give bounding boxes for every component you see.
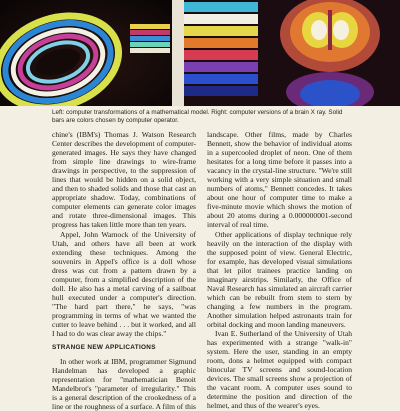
paragraph: Appel, John Warnock of the University of Utah, and others have all been at work extending these techniques. Among the souvenirs in Appel's office is a doll whose dress was cut from a pattern drawn by a computer, from a simplified description of the doll. He also has a metal carving of a sailboat hull executed under a computer's direction. "The hard part there," he says, "was programming in terms of what we wanted the cutter to leave behind . . . but it worked, and all I had to do was clear away the chips." (52, 229, 196, 339)
figure-caption: Left: computer transformations of a mathematical model. Right: computer versions of a brain X ray. Solid bars are colors chosen by computer operator. (52, 109, 343, 124)
gutter (172, 0, 184, 106)
math-model-photo (0, 0, 172, 106)
text-column-right (207, 130, 352, 410)
paragraph: Other applications of display technique rely heavily on the interaction of the display with the supposed point of view. General Electric, for example, has developed visual simulations that let pilot trainees practice landing on imaginary airstrips. Similarly, the Office of Naval Research has simulated an aircraft carrier which can be rebuilt from stem to stern by changing a few numbers in the program. Another simulation helped astronauts train for orbital docking and moon landing maneuvers. (207, 229, 352, 329)
paragraph: landscape. Other films, made by Charles Bennett, show the behavior of individual atoms in a supercooled droplet of neon. One of them hesitates for a long time before it passes into a vacancy in the crystal-line structure. "We're still working with a very simple situation and small numbers of atoms," Bennett concedes. It takes about one hour of computer time to make a five-minute movie which shows the motion of about 20 atoms during a 0.000000001-second interval of real time. (207, 130, 352, 230)
section-heading: STRANGE NEW APPLICATIONS (52, 344, 156, 352)
text-column-left (52, 130, 196, 411)
paragraph: chine's (IBM's) Thomas J. Watson Research Center describes the development of computer-generated images. He says they have changed from simple line drawings to wire-frame drawings in perspective, to the suppression of lines that would be hidden on a solid object, and then to shaded solids and those that cast an appropriate shadow. Today, combinations of computer elements can generate color images and rotate three-dimensional images. This progress has taken little more than ten years. (52, 130, 196, 230)
brain-xray-photo (184, 0, 400, 106)
paragraph: Ivan E. Sutherland of the University of Utah has experimented with a strange "walk-in" system. Here the user, standing in an empty room, dons a helmet equipped with compact binocular TV screens and sound-location devices. The small screens show a projection of the vacant room. A computer uses sound to determine the position and direction of the helmet, and thus of the wearer's eyes. (207, 329, 352, 411)
figure-photos (0, 0, 400, 106)
paragraph: In other work at IBM, programmer Sigmund Handelman has developed a graphic representation for "mathematician Benoit Mandelbrot's "parameter of irregularity." This is a general description of the crookedness of a line or the roughness of a surface. A film of this (52, 357, 196, 411)
